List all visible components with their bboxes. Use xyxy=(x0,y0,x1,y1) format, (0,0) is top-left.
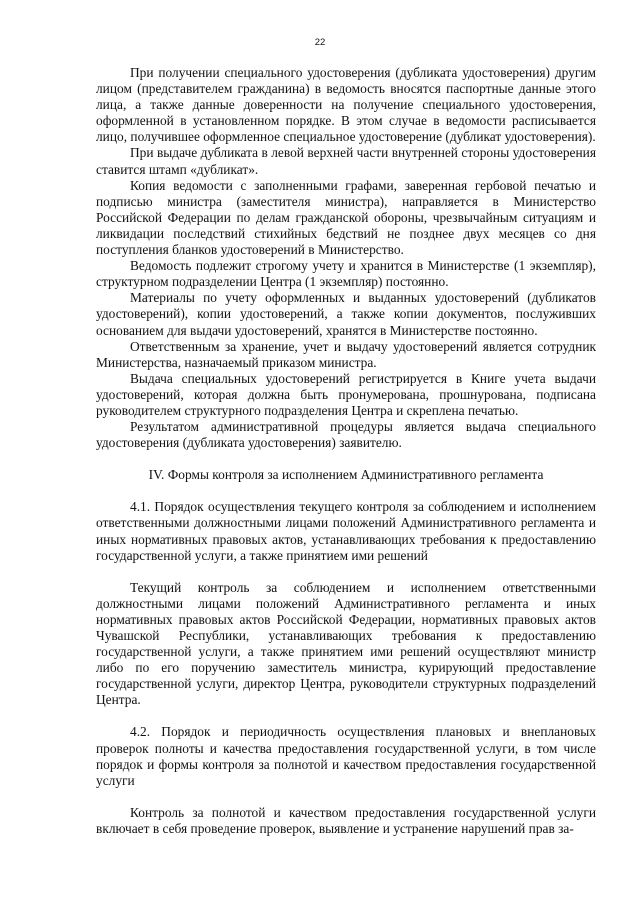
paragraph: Ответственным за хранение, учет и выдачу удостоверений является сотрудник Министерства, назначаемый приказом министра. xyxy=(96,338,596,370)
subsection-heading: 4.1. Порядок осуществления текущего контроля за соблюдением и исполнением ответственными должностными лицами положений Административного регламента и иных нормативных правовых актов, устанавливающих требования к предоставлению государственной услуги, а также принятием ими решений xyxy=(96,499,596,563)
subsection-paragraph: Текущий контроль за соблюдением и исполнением ответственными должностными лицами положений Административного регламента и иных нормативных правовых актов Российской Федерации, нормативных правовых актов Чувашской Республики, устанавливающих требования к предоставлению государственной услуги, а также принятием ими решений осуществляют министр либо по его поручению заместитель министра, курирующий предоставление государственной услуги, директор Центра, руководители структурных подразделений Центра. xyxy=(96,579,596,708)
paragraph: Результатом административной процедуры является выдача специального удостоверения (дубликата удостоверения) заявителю. xyxy=(96,419,596,451)
page-number: 22 xyxy=(314,37,326,48)
subsection-heading: 4.2. Порядок и периодичность осуществления плановых и внеплановых проверок полноты и качества предоставления государственной услуги, в том числе порядок и формы контроля за полнотой и качеством предоставления государственной услуги xyxy=(96,724,596,788)
subsection-paragraph: Контроль за полнотой и качеством предоставления государственной услуги включает в себя проведение проверок, выявление и устранение нарушений прав за- xyxy=(96,804,596,836)
section-heading: IV. Формы контроля за исполнением Административного регламента xyxy=(148,467,544,483)
paragraph: Материалы по учету оформленных и выданных удостоверений (дубликатов удостоверений), копии удостоверений, а также копии документов, послуживших основанием для выдачи удостоверений, хранятся в Министерстве постоянно. xyxy=(96,290,596,338)
paragraph: При выдаче дубликата в левой верхней части внутренней стороны удостоверения ставится штамп «дубликат». xyxy=(96,145,596,177)
paragraph: Ведомость подлежит строгому учету и хранится в Министерстве (1 экземпляр), структурном подразделении Центра (1 экземпляр) постоянно. xyxy=(96,258,596,290)
paragraph: Выдача специальных удостоверений регистрируется в Книге учета выдачи удостоверений, которая должна быть пронумерована, прошнурована, подписана руководителем структурного подразделения Центра и скреплена печатью. xyxy=(96,370,596,418)
paragraph: Копия ведомости с заполненными графами, заверенная гербовой печатью и подписью министра (заместителя министра), направляется в Министерство Российской Федерации по делам гражданской обороны, чрезвычайным ситуациям и ликвидации последствий стихийных бедствий не позднее двух месяцев со дня поступления бланков удостоверений в Министерство. xyxy=(96,177,596,258)
document-body xyxy=(96,65,596,837)
paragraph: При получении специального удостоверения (дубликата удостоверения) другим лицом (представителем гражданина) в ведомость вносятся паспортные данные этого лица, а также данные доверенности на получение специального удостоверения, оформленной в установленном порядке. В этом случае в ведомости расписывается лицо, получившее оформленное специальное удостоверение (дубликат удостоверения). xyxy=(96,65,596,145)
